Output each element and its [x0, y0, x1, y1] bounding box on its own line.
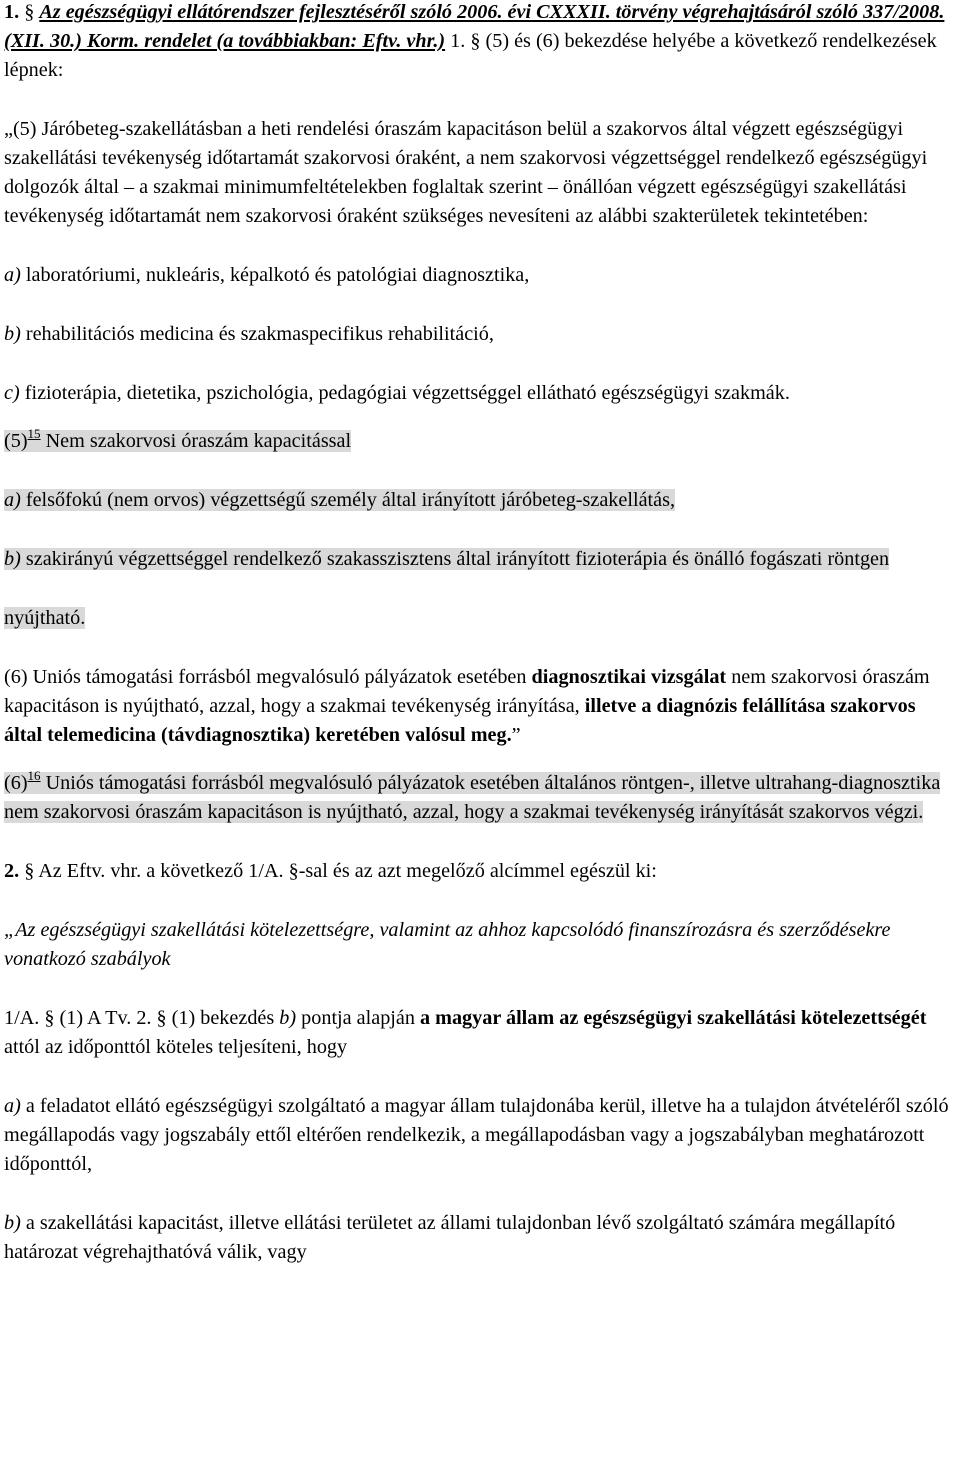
paragraph-5-closing: [4, 604, 956, 633]
text-run: (6) Uniós támogatási forrásból megvalósuló pályázatok esetében: [4, 666, 532, 688]
list-item-a: [4, 261, 956, 290]
paragraph-text: Uniós támogatási forrásból megvalósuló pályázatok esetében általános röntgen-, illetve ultrahang-diagnosztika nem szakorvosi óraszám kapacitáson is nyújtható, azzal, hogy a szakmai tevékenység irányítását szakorvos végzi.: [4, 772, 941, 823]
list-text: a szakellátási kapacitást, illetve ellátási területet az állami tulajdonban lévő szolgáltató számára megállapító határozat végrehajthatóvá válik, vagy: [4, 1212, 896, 1263]
paragraph-5-footnoted: [4, 427, 956, 456]
amendment-intro: (5) és (6) bekezdése helyébe a következő rendelkezések lépnek:: [4, 30, 937, 81]
list-letter: b): [4, 1212, 21, 1234]
amendment-2: [4, 857, 956, 886]
list-letter: a): [4, 1095, 21, 1117]
amendment-1: [4, 0, 956, 85]
item-number: 2.: [4, 860, 20, 882]
bold-run: a magyar állam az egészségügyi szakellátási kötelezettségét: [420, 1007, 927, 1029]
subtitle: „Az egészségügyi szakellátási kötelezettségre, valamint az ahhoz kapcsolódó finanszírozásra és szerződésekre vonatkozó szabályok: [4, 919, 891, 970]
list-letter: a): [4, 264, 21, 286]
paragraph-text: Nem szakorvosi óraszám kapacitással: [40, 430, 352, 452]
document-body: [4, 0, 956, 1267]
list-letter: b): [4, 548, 21, 570]
italic-run: b): [279, 1007, 297, 1029]
list-text: szakirányú végzettséggel rendelkező szakasszisztens által irányított fizioterápia és önálló fogászati röntgen: [20, 548, 890, 570]
list-item-1a-b: [4, 1209, 956, 1267]
paragraph-6-footnoted: [4, 769, 956, 827]
section-sign: §: [24, 1, 35, 23]
section-number: 1.: [445, 30, 471, 52]
paragraph-prefix: (6): [4, 772, 28, 794]
closing-quote: ”: [511, 724, 521, 746]
text-run: nem szakorvosi óraszám kapacitáson is nyújtható, azzal, hogy a szakmai tevékenység irányítása,: [4, 666, 930, 717]
list-text: a feladatot ellátó egészségügyi szolgáltató a magyar állam tulajdonába kerül, illetve ha a tulajdon átvételéről szóló megállapodás vagy jogszabály ettől eltérően rendelkezik, a megállapodásban vagy a jogszabályban meghatározott időponttól,: [4, 1095, 949, 1175]
list-item-c: [4, 379, 956, 408]
bold-run: illetve a diagnózis felállítása szakorvos által telemedicina (távdiagnosztika) keretében valósul meg.: [4, 695, 916, 746]
section-sign: §: [24, 860, 35, 882]
list-letter: c): [4, 382, 20, 404]
footnote-16-link[interactable]: 16: [27, 768, 41, 783]
paragraph-5: „(5) Járóbeteg-szakellátásban a heti rendelési óraszám kapacitáson belül a szakorvos által végzett egészségügyi szakellátási tevékenység időtartamát szakorvosi óraként, a nem szakorvosi végzettséggel rendelkező egészségügyi dolgozók által – a szakmai minimumfeltételekben foglaltak szerint – önállóan végzett egészségügyi szakellátási tevékenység időtartamát nem szakorvosi óraként szükséges nevesíteni az alábbi szakterületek tekintetében:: [4, 118, 928, 227]
list-letter: a): [4, 489, 21, 511]
text-run: pontja alapján: [296, 1007, 420, 1029]
bold-run: diagnosztikai vizsgálat: [531, 666, 727, 688]
law-reference-link[interactable]: Az egészségügyi ellátórendszer fejlesztéséről szóló 2006. évi CXXXII. törvény végrehajtásáról szóló 337/2008. (XII. 30.) Korm. rendelet (a továbbiakban: Eftv. vhr.): [4, 1, 945, 52]
list-text: rehabilitációs medicina és szakmaspecifikus rehabilitáció,: [20, 323, 494, 345]
section-sign: §: [470, 30, 481, 52]
text-run: 1/A. § (1) A Tv. 2. § (1) bekezdés: [4, 1007, 280, 1029]
item-number: 1.: [4, 1, 20, 23]
paragraph-6: [4, 663, 956, 750]
list-text: laboratóriumi, nukleáris, képalkotó és patológiai diagnosztika,: [20, 264, 530, 286]
list-item-1a-a: [4, 1092, 956, 1179]
footnote-15-link[interactable]: 15: [27, 426, 41, 441]
amendment-intro: Az Eftv. vhr. a következő 1/A. §-sal és az azt megelőző alcímmel egészül ki:: [34, 860, 657, 882]
list-item-b: [4, 320, 956, 349]
list-item-a-highlighted: [4, 486, 956, 515]
paragraph-1a: [4, 1004, 956, 1062]
text-run: attól az időponttól köteles teljesíteni, hogy: [4, 1036, 348, 1058]
list-letter: b): [4, 323, 21, 345]
list-text: felsőfokú (nem orvos) végzettségű személy által irányított járóbeteg-szakellátás,: [20, 489, 675, 511]
list-text: fizioterápia, dietetika, pszichológia, pedagógiai végzettséggel ellátható egészségügyi szakmák.: [19, 382, 790, 404]
closing-text: nyújtható.: [4, 607, 86, 629]
list-item-b-highlighted: [4, 545, 956, 574]
paragraph-prefix: (5): [4, 430, 28, 452]
